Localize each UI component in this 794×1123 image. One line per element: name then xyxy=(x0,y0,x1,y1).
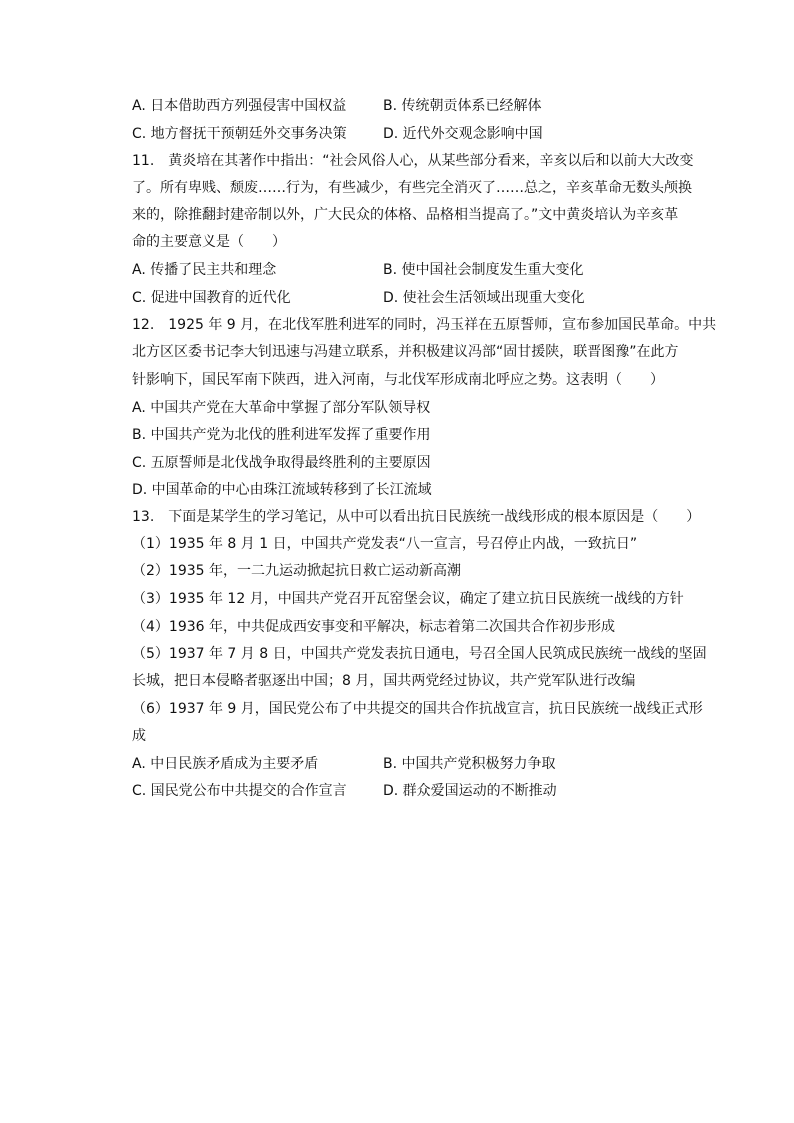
q12-option-c: C. 五原誓师是北伐战争取得最终胜利的主要原因 xyxy=(132,455,431,471)
q11-option-b: B. 使中国社会制度发生重大变化 xyxy=(383,262,584,278)
q12-stem-line-2: 北方区区委书记李大钊迅速与冯建立联系，并积极建议冯部“固甘援陕，联晋图豫”在此方 xyxy=(132,344,679,360)
q11-option-c: C. 促进中国教育的近代化 xyxy=(132,290,291,306)
q11-option-a: A. 传播了民主共和理念 xyxy=(132,262,277,278)
q12-stem-line-3: 针影响下，国民军南下陕西，进入河南，与北伐军形成南北呼应之势。这表明（ ） xyxy=(132,372,664,388)
q13-option-c: C. 国民党公布中共提交的合作宣言 xyxy=(132,783,347,799)
q10-option-c: C. 地方督抚干预朝廷外交事务决策 xyxy=(132,126,347,142)
q10-option-a: A. 日本借助西方列强侵害中国权益 xyxy=(132,98,347,114)
q13-option-d: D. 群众爱国运动的不断推动 xyxy=(383,783,557,799)
q13-note-3: （3）1935 年 12 月，中国共产党召开瓦窑堡会议，确定了建立抗日民族统一战线的方针 xyxy=(132,591,684,607)
q11-option-d: D. 使社会生活领域出现重大变化 xyxy=(383,290,585,306)
q11-stem-line-2: 了。所有卑贱、颓废……行为，有些减少，有些完全消灭了……总之，辛亥革命无数头颅换 xyxy=(132,180,692,196)
q13-note-2: （2）1935 年，一二九运动掀起抗日救亡运动新高潮 xyxy=(132,563,461,579)
q13-note-1: （1）1935 年 8 月 1 日，中国共产党发表“八一宣言，号召停止内战，一致抗日” xyxy=(132,536,638,552)
q13-note-6-cont: 成 xyxy=(132,728,146,744)
q12-option-b: B. 中国共产党为北伐的胜利进军发挥了重要作用 xyxy=(132,427,431,443)
q11-stem-line-4: 命的主要意义是（ ） xyxy=(132,234,286,250)
q13-note-6: （6）1937 年 9 月，国民党公布了中共提交的国共合作抗战宣言，抗日民族统一战线正式形 xyxy=(132,701,703,717)
q13-note-4: （4）1936 年，中共促成西安事变和平解决，标志着第二次国共合作初步形成 xyxy=(132,619,615,635)
q11-stem-line-3: 来的，除推翻封建帝制以外，广大民众的体格、品格相当提高了。”文中黄炎培认为辛亥革 xyxy=(132,207,679,223)
q12-option-d: D. 中国革命的中心由珠江流域转移到了长江流域 xyxy=(132,482,432,498)
q13-note-5: （5）1937 年 7 月 8 日，中国共产党发表抗日通电，号召全国人民筑成民族统一战线的坚固 xyxy=(132,646,707,662)
q13-option-a: A. 中日民族矛盾成为主要矛盾 xyxy=(132,756,319,772)
q10-option-d: D. 近代外交观念影响中国 xyxy=(383,126,543,142)
q13-option-b: B. 中国共产党积极努力争取 xyxy=(383,756,556,772)
q11-stem-line-1: 11. 黄炎培在其著作中指出：“社会风俗人心，从某些部分看来，辛亥以后和以前大大改变 xyxy=(132,153,694,169)
q13-note-5-cont: 长城，把日本侵略者驱逐出中国；8 月，国共两党经过协议，共产党军队进行改编 xyxy=(132,673,636,689)
q12-stem-line-1: 12. 1925 年 9 月，在北伐军胜利进军的同时，冯玉祥在五原誓师，宣布参加国民革命。中共 xyxy=(132,317,717,333)
q10-option-b: B. 传统朝贡体系已经解体 xyxy=(383,98,542,114)
q13-stem: 13. 下面是某学生的学习笔记，从中可以看出抗日民族统一战线形成的根本原因是（ ） xyxy=(132,509,701,525)
q12-option-a: A. 中国共产党在大革命中掌握了部分军队领导权 xyxy=(132,400,431,416)
